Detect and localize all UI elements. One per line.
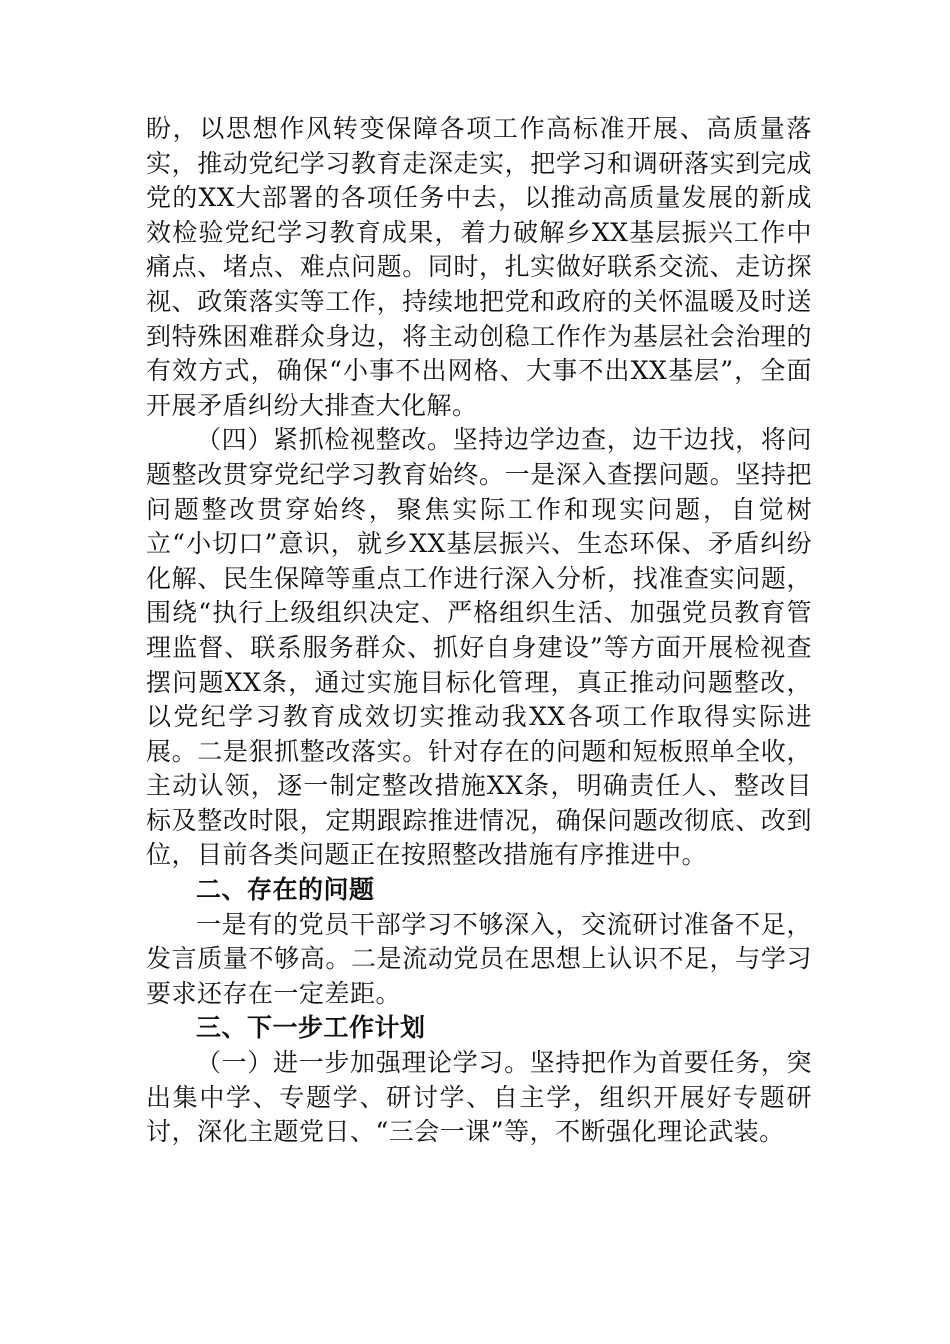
- paragraph-theory-study: （一）进一步加强理论学习。坚持把作为首要任务，突出集中学、专题学、研讨学、自主学，组织开展好专题研讨，深化主题党日、“三会一课”等，不断强化理论武装。: [146, 1048, 812, 1147]
- document-body: [146, 112, 812, 1150]
- section-heading-next-steps: 三、下一步工作计划: [196, 1013, 426, 1043]
- paragraph-continuation: 盼，以思想作风转变保障各项工作高标准开展、高质量落实，推动党纪学习教育走深走实，把学习和调研落实到完成党的XX大部署的各项任务中去，以推动高质量发展的新成效检验党纪学习教育成果，着力破解乡XX基层振兴工作中痛点、堵点、难点问题。同时，扎实做好联系交流、走访探视、政策落实等工作，持续地把党和政府的关怀温暖及时送到特殊困难群众身边，将主动创稳工作作为基层社会治理的有效方式，确保“小事不出网格、大事不出XX基层”，全面开展矛盾纠纷大排查大化解。: [146, 114, 812, 420]
- paragraph-inspection-rectification: （四）紧抓检视整改。坚持边学边查，边干边找，将问题整改贯穿党纪学习教育始终。一是深入查摆问题。坚持把问题整改贯穿始终，聚焦实际工作和现实问题，自觉树立“小切口”意识，就乡XX基层振兴、生态环保、矛盾纠纷化解、民生保障等重点工作进行深入分析，找准查实问题，围绕“执行上级组织决定、严格组织生活、加强党员教育管理监督、联系服务群众、抓好自身建设”等方面开展检视查摆问题XX条，通过实施目标化管理，真正推动问题整改，以党纪学习教育成效切实推动我XX各项工作取得实际进展。二是狠抓整改落实。针对存在的问题和短板照单全收，主动认领，逐一制定整改措施XX条，明确责任人、整改目标及整改时限，定期跟踪推进情况，确保问题改彻底、改到位，目前各类问题正在按照整改措施有序推进中。: [146, 425, 812, 870]
- section-heading-existing-problems: 二、存在的问题: [196, 875, 375, 905]
- paragraph-existing-problems: 一是有的党员干部学习不够深入，交流研讨准备不足，发言质量不够高。二是流动党员在思想上认识不足，与学习要求还存在一定差距。: [146, 909, 812, 1008]
